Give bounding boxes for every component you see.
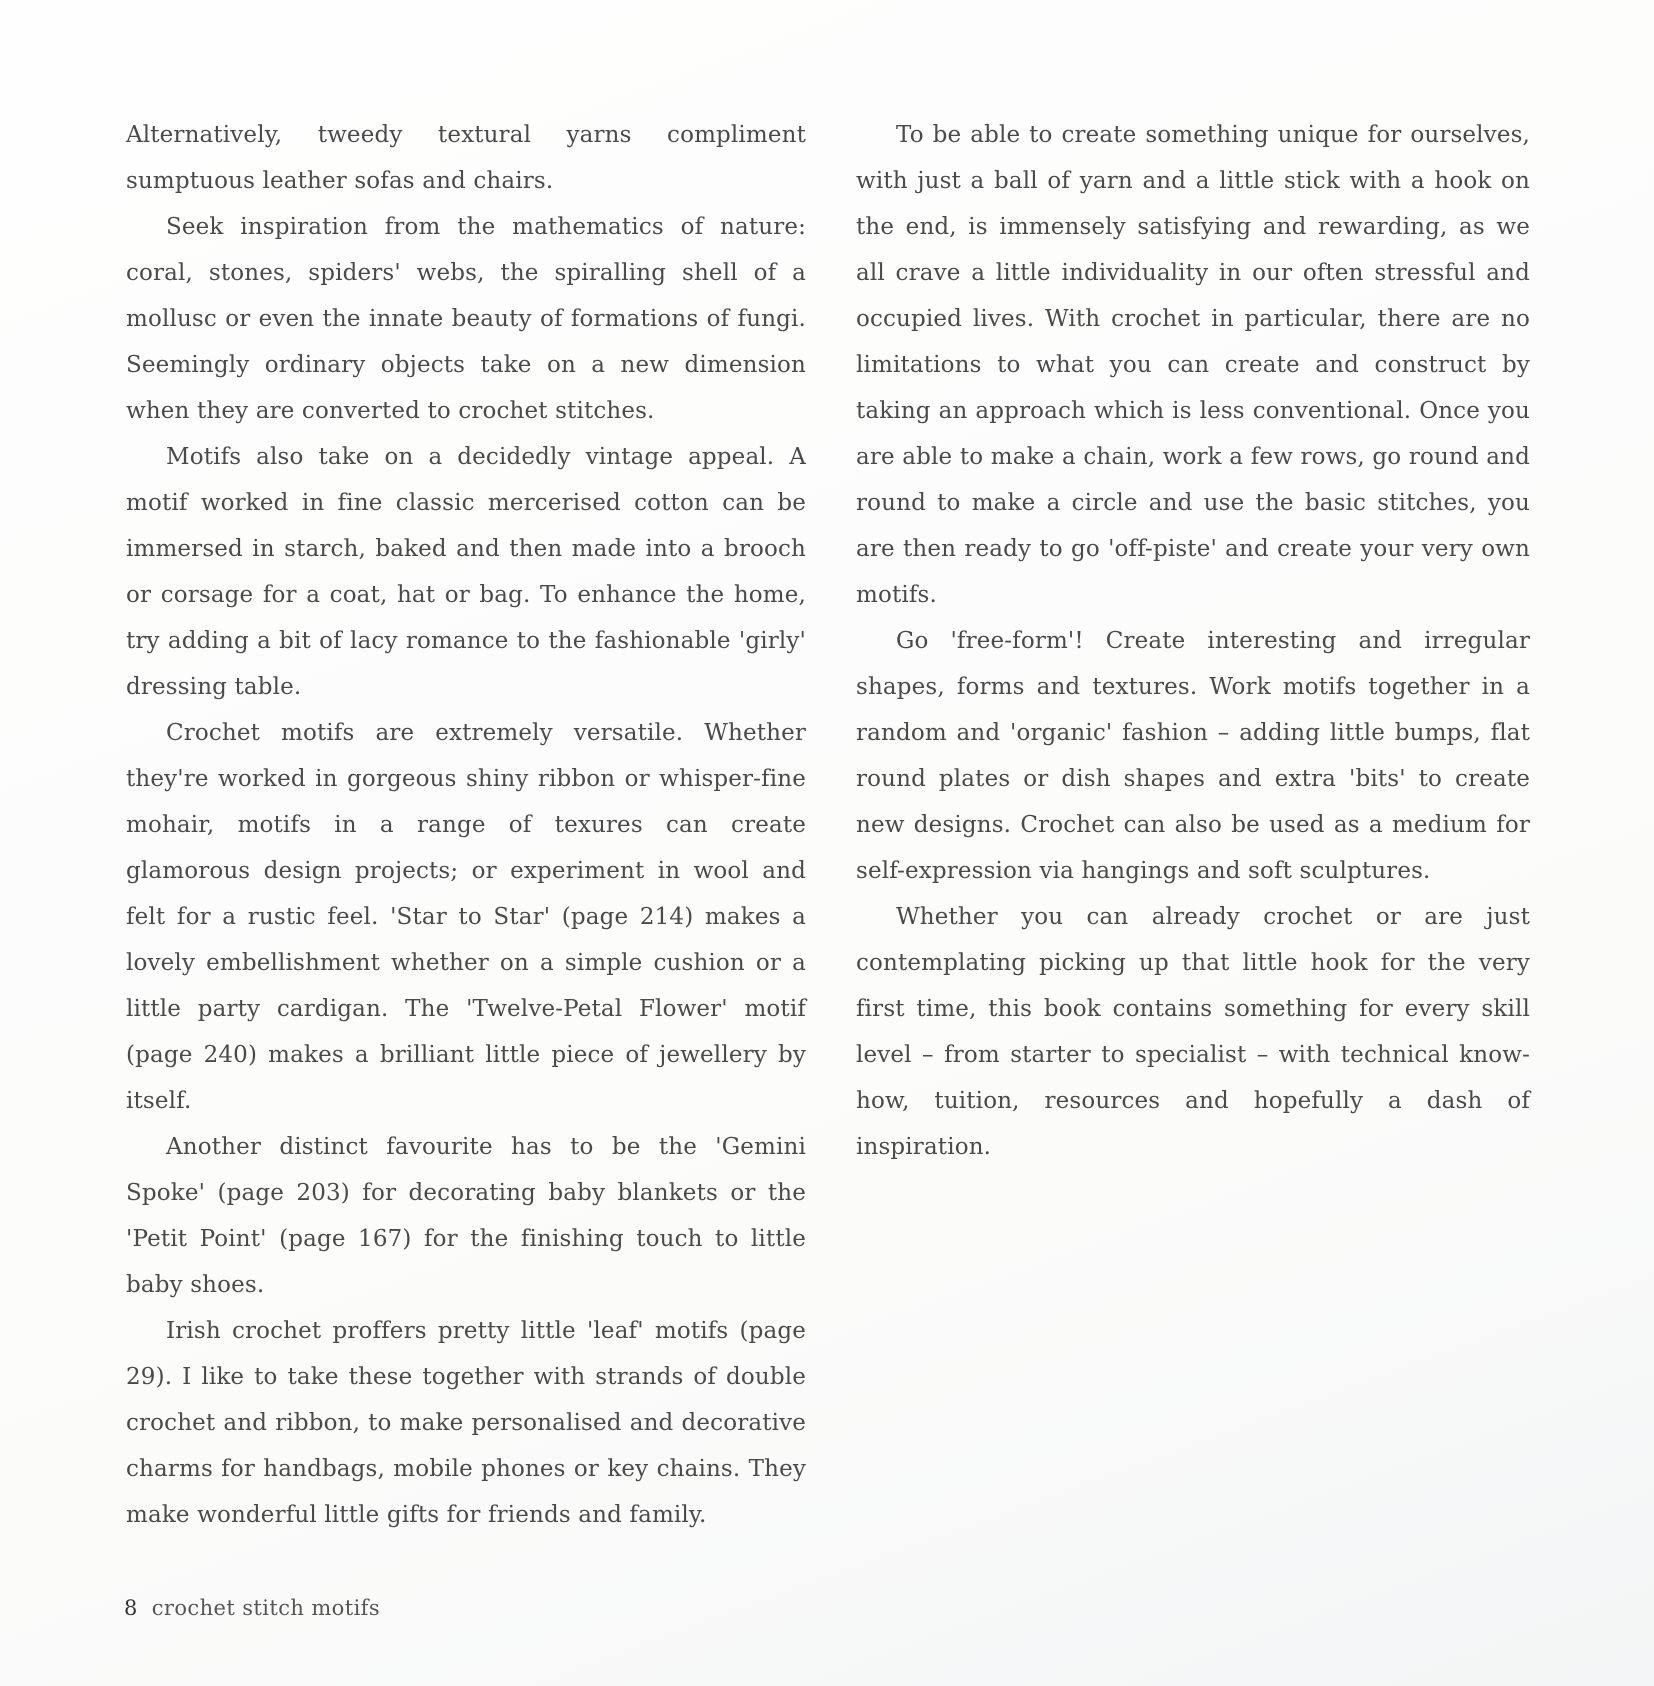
paragraph: Go 'free-form'! Create interesting and irregular shapes, forms and textures. Work motifs together in a random and 'organic' fashion – adding little bumps, flat round plates or dish shapes and extra 'bits' to create new designs. Crochet can also be used as a medium for self-expression via hangings and soft sculptures. bbox=[856, 628, 1530, 884]
paragraph: Another distinct favourite has to be the 'Gemini Spoke' (page 203) for decorating baby blankets or the 'Petit Point' (page 167) for the finishing touch to little baby shoes. bbox=[126, 1134, 806, 1298]
running-title: crochet stitch motifs bbox=[151, 1596, 381, 1620]
paragraph: Alternatively, tweedy textural yarns compliment sumptuous leather sofas and chairs. bbox=[126, 122, 806, 194]
paragraph: Irish crochet proffers pretty little 'leaf' motifs (page 29). I like to take these together with strands of double crochet and ribbon, to make personalised and decorative charms for handbags, mobile phones or key chains. They make wonderful little gifts for friends and family. bbox=[126, 1318, 806, 1528]
paragraph: Whether you can already crochet or are just contemplating picking up that little hook for the very first time, this book contains something for every skill level – from starter to specialist – with technical know-how, tuition, resources and hopefully a dash of inspiration. bbox=[856, 904, 1530, 1160]
left-text-column bbox=[126, 112, 806, 1538]
paragraph: To be able to create something unique for ourselves, with just a ball of yarn and a little stick with a hook on the end, is immensely satisfying and rewarding, as we all crave a little individuality in our often stressful and occupied lives. With crochet in particular, there are no limitations to what you can create and construct by taking an approach which is less conventional. Once you are able to make a chain, work a few rows, go round and round to make a circle and use the basic stitches, you are then ready to go 'off-piste' and create your very own motifs. bbox=[856, 122, 1530, 608]
paragraph: Motifs also take on a decidedly vintage appeal. A motif worked in fine classic mercerised cotton can be immersed in starch, baked and then made into a brooch or corsage for a coat, hat or bag. To enhance the home, try adding a bit of lacy romance to the fashionable 'girly' dressing table. bbox=[126, 444, 806, 700]
right-text-column bbox=[856, 112, 1530, 1170]
page-number: 8 bbox=[124, 1596, 138, 1620]
page-footer bbox=[124, 1596, 380, 1620]
paragraph: Seek inspiration from the mathematics of nature: coral, stones, spiders' webs, the spiralling shell of a mollusc or even the innate beauty of formations of fungi. Seemingly ordinary objects take on a new dimension when they are converted to crochet stitches. bbox=[126, 214, 806, 424]
paragraph: Crochet motifs are extremely versatile. Whether they're worked in gorgeous shiny ribbon or whisper-fine mohair, motifs in a range of texures can create glamorous design projects; or experiment in wool and felt for a rustic feel. 'Star to Star' (page 214) makes a lovely embellishment whether on a simple cushion or a little party cardigan. The 'Twelve-Petal Flower' motif (page 240) makes a brilliant little piece of jewellery by itself. bbox=[126, 720, 806, 1114]
